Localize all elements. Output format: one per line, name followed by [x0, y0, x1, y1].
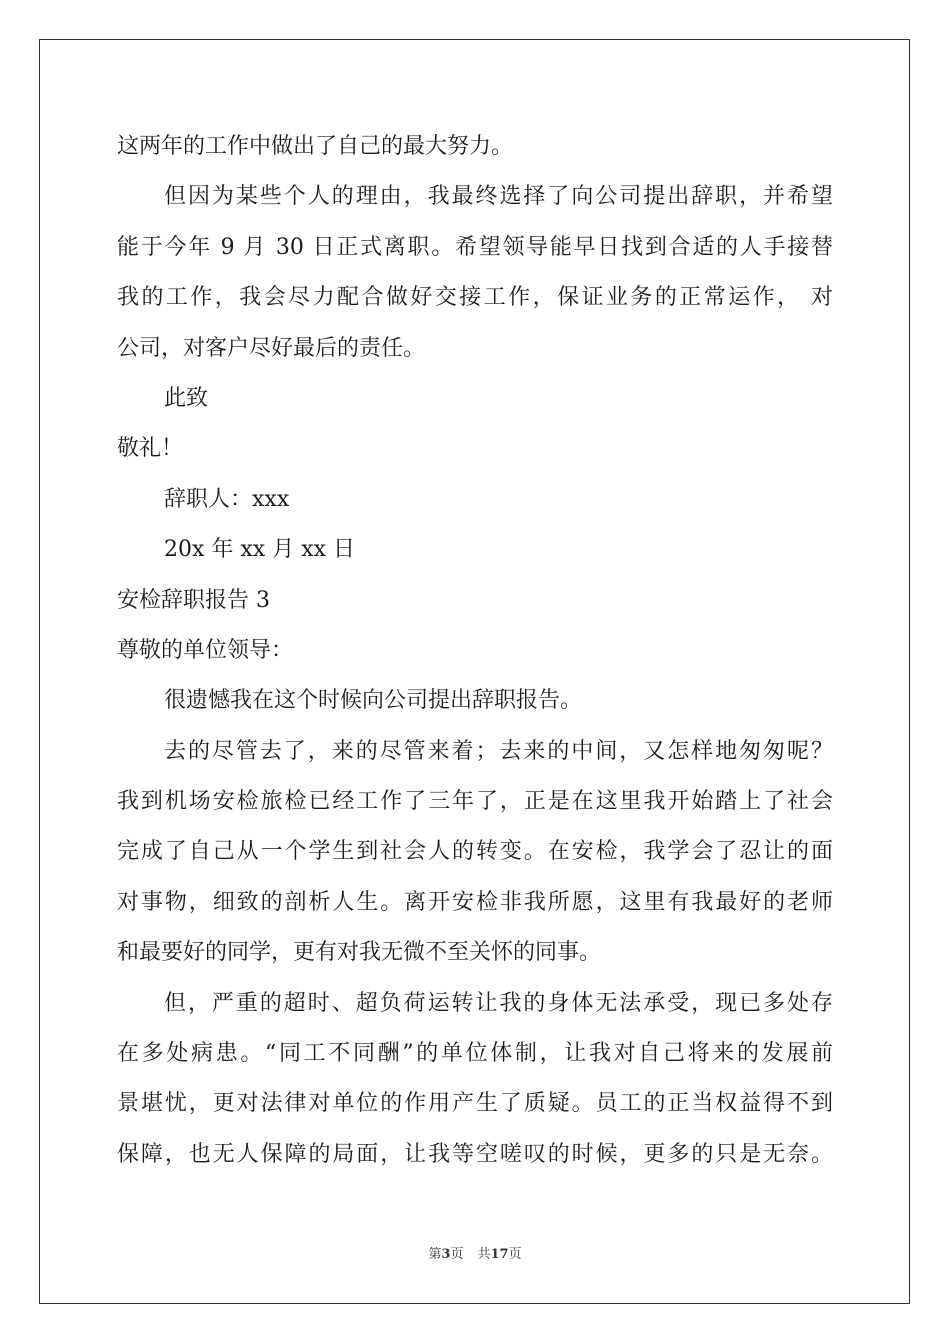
text-line: 去的尽管去了，来的尽管来着；去来的中间，又怎样地匆匆呢？	[164, 738, 833, 764]
text-line: 对事物，细致的剖析人生。离开安检非我所愿，这里有我最好的老师	[117, 889, 833, 915]
text-line: 景堪忧，更对法律对单位的作用产生了质疑。员工的正当权益得不到	[117, 1091, 833, 1117]
text-line: 保障，也无人保障的局面，让我等空嗟叹的时候，更多的只是无奈。	[117, 1141, 833, 1167]
text-line: 完成了自己从一个学生到社会人的转变。在安检，我学会了忍让的面	[117, 839, 833, 865]
total-suffix: 页	[508, 1247, 522, 1262]
text-line: 很遗憾我在这个时候向公司提出辞职报告。	[164, 688, 583, 714]
text-line: 我到机场安检旅检已经工作了三年了，正是在这里我开始踏上了社会	[117, 789, 833, 815]
date-line: 20x 年 xx 月 xx 日	[164, 537, 355, 563]
greeting-line: 尊敬的单位领导：	[117, 637, 294, 663]
page-number: 3	[441, 1247, 451, 1262]
text-line: 我的工作，我会尽力配合做好交接工作，保证业务的正常运作， 对	[117, 285, 833, 311]
text-line: 但因为某些个人的理由，我最终选择了向公司提出辞职，并希望	[164, 184, 833, 210]
total-prefix: 共	[477, 1247, 491, 1262]
closing-salutation: 此致	[164, 385, 209, 411]
page-prefix: 第	[428, 1247, 442, 1262]
page-footer	[0, 1246, 950, 1264]
signature-line: 辞职人：xxx	[164, 486, 290, 512]
text-line: 在多处病患。“同工不同酬”的单位体制，让我对自己将来的发展前	[117, 1041, 833, 1067]
closing-regards: 敬礼！	[117, 436, 184, 462]
total-pages: 17	[490, 1247, 509, 1262]
document-body	[117, 122, 833, 1180]
page-suffix: 页	[450, 1247, 464, 1262]
section-heading: 安检辞职报告 3	[117, 587, 270, 613]
text-line: 这两年的工作中做出了自己的最大努力。	[117, 134, 514, 159]
text-line: 能于今年 9 月 30 日正式离职。希望领导能早日找到合适的人手接替	[117, 234, 833, 260]
text-line: 和最要好的同学，更有对我无微不至关怀的同事。	[117, 940, 602, 966]
text-line: 但，严重的超时、超负荷运转让我的身体无法承受，现已多处存	[164, 990, 833, 1016]
text-line: 公司，对客户尽好最后的责任。	[117, 335, 426, 361]
